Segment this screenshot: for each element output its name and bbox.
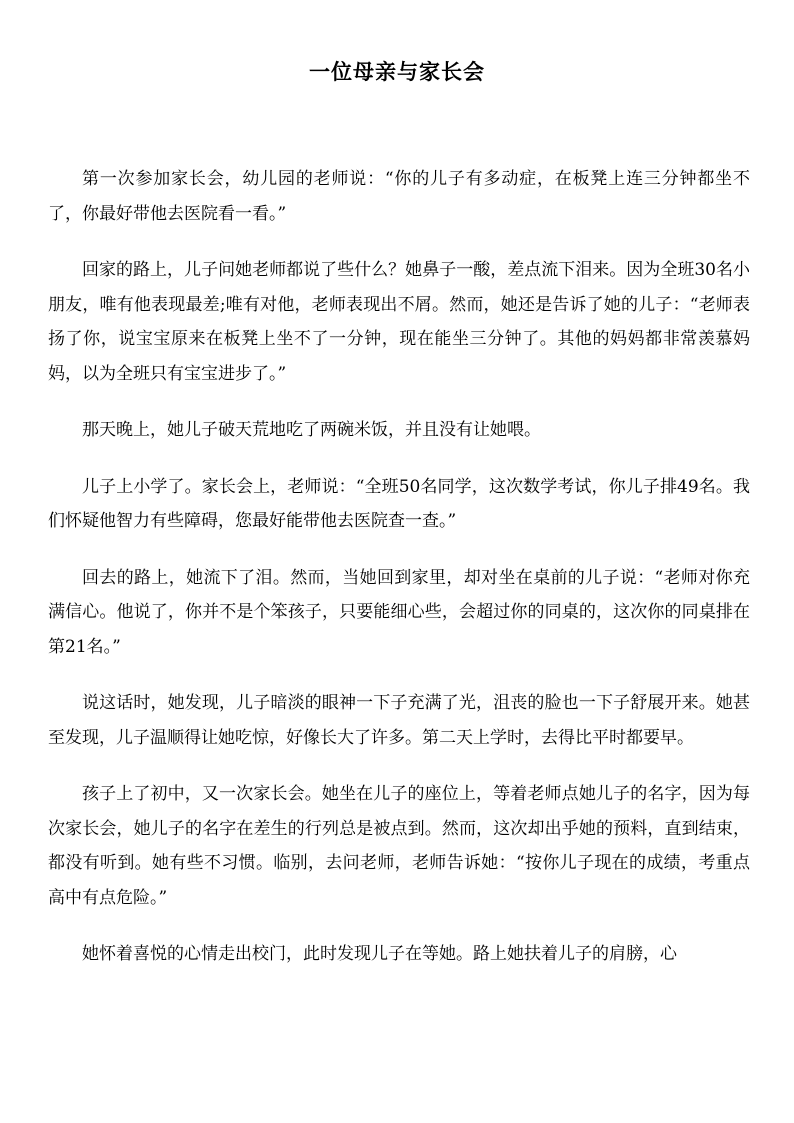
document-body (48, 162, 750, 994)
document-title: 一位母亲与家长会 (309, 59, 485, 84)
paragraph: 回去的路上，她流下了泪。然而，当她回到家里，却对坐在桌前的儿子说：“老师对你充满信心。他说了，你并不是个笨孩子，只要能细心些，会超过你的同桌的，这次你的同桌排在第21名。” (48, 567, 750, 657)
paragraph: 她怀着喜悦的心情走出校门，此时发现儿子在等她。路上她扶着儿子的肩膀，心 (82, 944, 677, 964)
paragraph: 第一次参加家长会，幼儿园的老师说：“你的儿子有多动症，在板凳上连三分钟都坐不了，你最好带他去医院看一看。” (48, 169, 750, 224)
paragraph: 孩子上了初中，又一次家长会。她坐在儿子的座位上，等着老师点她儿子的名字，因为每次家长会，她儿子的名字在差生的行列总是被点到。然而，这次却出乎她的预料，直到结束，都没有听到。她有些不习惯。临别，去问老师，老师告诉她：“按你儿子现在的成绩，考重点高中有点危险。” (48, 784, 750, 908)
paragraph: 回家的路上，儿子问她老师都说了些什么？她鼻子一酸，差点流下泪来。因为全班30名小朋友，唯有他表现最差;唯有对他，老师表现出不屑。然而，她还是告诉了她的儿子：“老师表扬了你，说宝宝原来在板凳上坐不了一分钟，现在能坐三分钟了。其他的妈妈都非常羡慕妈妈，以为全班只有宝宝进步了。” (48, 260, 750, 384)
paragraph: 那天晚上，她儿子破天荒地吃了两碗米饭，并且没有让她喂。 (82, 420, 541, 440)
paragraph: 说这话时，她发现，儿子暗淡的眼神一下子充满了光，沮丧的脸也一下子舒展开来。她甚至发现，儿子温顺得让她吃惊，好像长大了许多。第二天上学时，去得比平时都要早。 (48, 693, 750, 748)
paragraph: 儿子上小学了。家长会上，老师说：“全班50名同学，这次数学考试，你儿子排49名。我们怀疑他智力有些障碍，您最好能带他去医院查一查。” (48, 476, 750, 531)
